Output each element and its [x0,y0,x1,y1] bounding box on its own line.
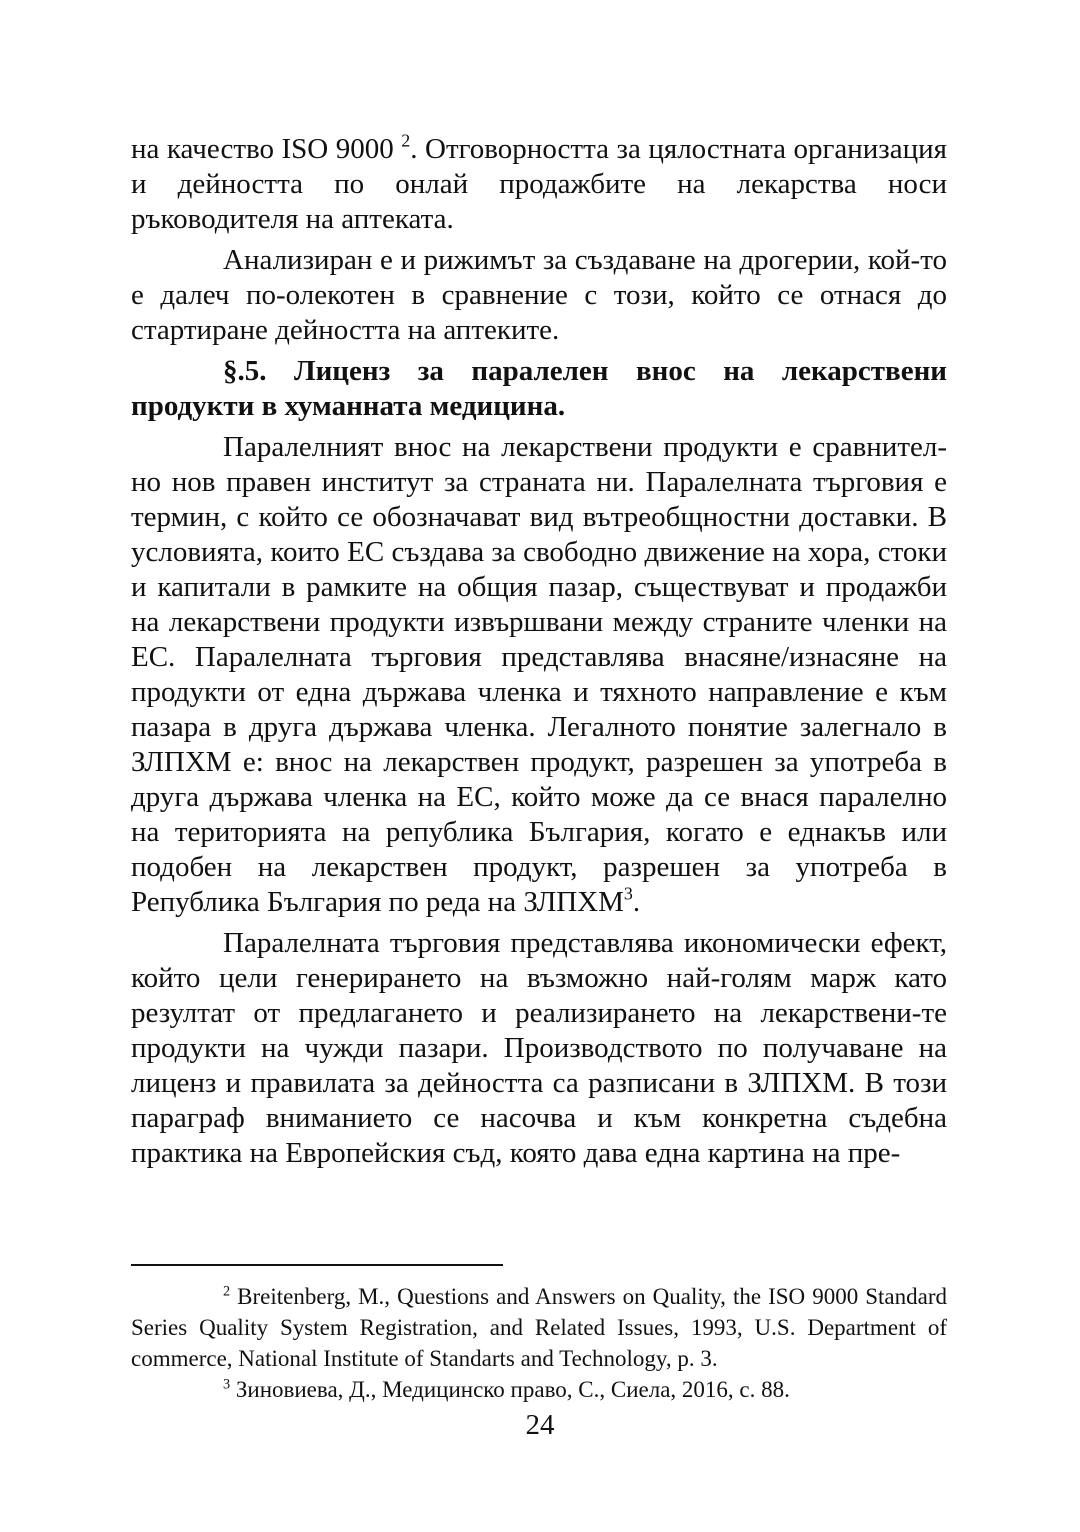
footnote-reference[interactable]: 2 [401,130,411,151]
footnote-separator [131,1264,503,1266]
paragraph-drugstores: Анализиран е и рижимът за създаване на дрогерии, кой-то е далеч по-олекотен в сравнение с този, който се отнася до стартиране дейността на аптеките. [131,244,947,346]
footnotes [131,1281,947,1405]
footnote-number: 3 [223,1376,231,1393]
page-number: 24 [525,1409,555,1441]
footnote-number: 2 [223,1283,231,1300]
section-heading: §.5. Лиценз за паралелен внос на лекарствени продукти в хуманната медицина. [131,355,947,422]
paragraph-continuation [131,132,947,237]
paragraph-text: Паралелният внос на лекарствени продукти е сравнител-но нов правен институт за страната ни. Паралелната търговия е термин, с който се обозначават вид вътреобщностни доставки. В условията, които ЕС създава за свободно движение на хора, стоки и капитали в рамките на общия пазар, съществуват и продажби на лекарствени продукти извършвани между страните членки на ЕС. Паралелната търговия представлява внасяне/изнасяне на продукти от една държава членка и тяхното направление е към пазара в друга държава членка. Легалното понятие залегнало в ЗЛПХМ е: внос на лекарствен продукт, разрешен за употреба в друга държава членка на ЕС, който може да се внася паралелно на територията на република България, когато е еднакъв или подобен на лекарствен продукт, разрешен за употреба в Република България по реда на ЗЛПХМ [131,431,947,918]
footnote [131,1374,947,1405]
paragraph-text: . [632,886,641,918]
paragraph-text: . Отговорността за цялостната организация и дейността по онлай продажбите на лекарства носи ръководителя на аптеката. [131,133,947,235]
body-text [131,132,947,1171]
paragraph-parallel-import [131,430,947,920]
paragraph-text: на качество ISO 9000 [131,133,402,165]
footnote-text: Breitenberg, M., Questions and Answers on Quality, the ISO 9000 Standard Series Quality System Registration, and Related Issues, 1993, U.S. Department of commerce, National Institute of Standarts and Technology, p. 3. [131,1284,947,1371]
footnote [131,1281,947,1374]
footnote-reference[interactable]: 3 [623,883,633,904]
paragraph-parallel-trade: Паралелната търговия представлява икономически ефект, който цели генерирането на възможно най-голям марж като резултат от предлагането и реализирането на лекарствени-те продукти на чужди пазари. Производството по получаване на лиценз и правилата за дейността са разписани в ЗЛПХМ. В този параграф вниманието се насочва и към конкретна съдебна практика на Европейския съд, която дава една картина на пре- [131,927,947,1169]
footnote-text: Зиновиева, Д., Медицинско право, С., Сиела, 2016, с. 88. [230,1377,790,1402]
